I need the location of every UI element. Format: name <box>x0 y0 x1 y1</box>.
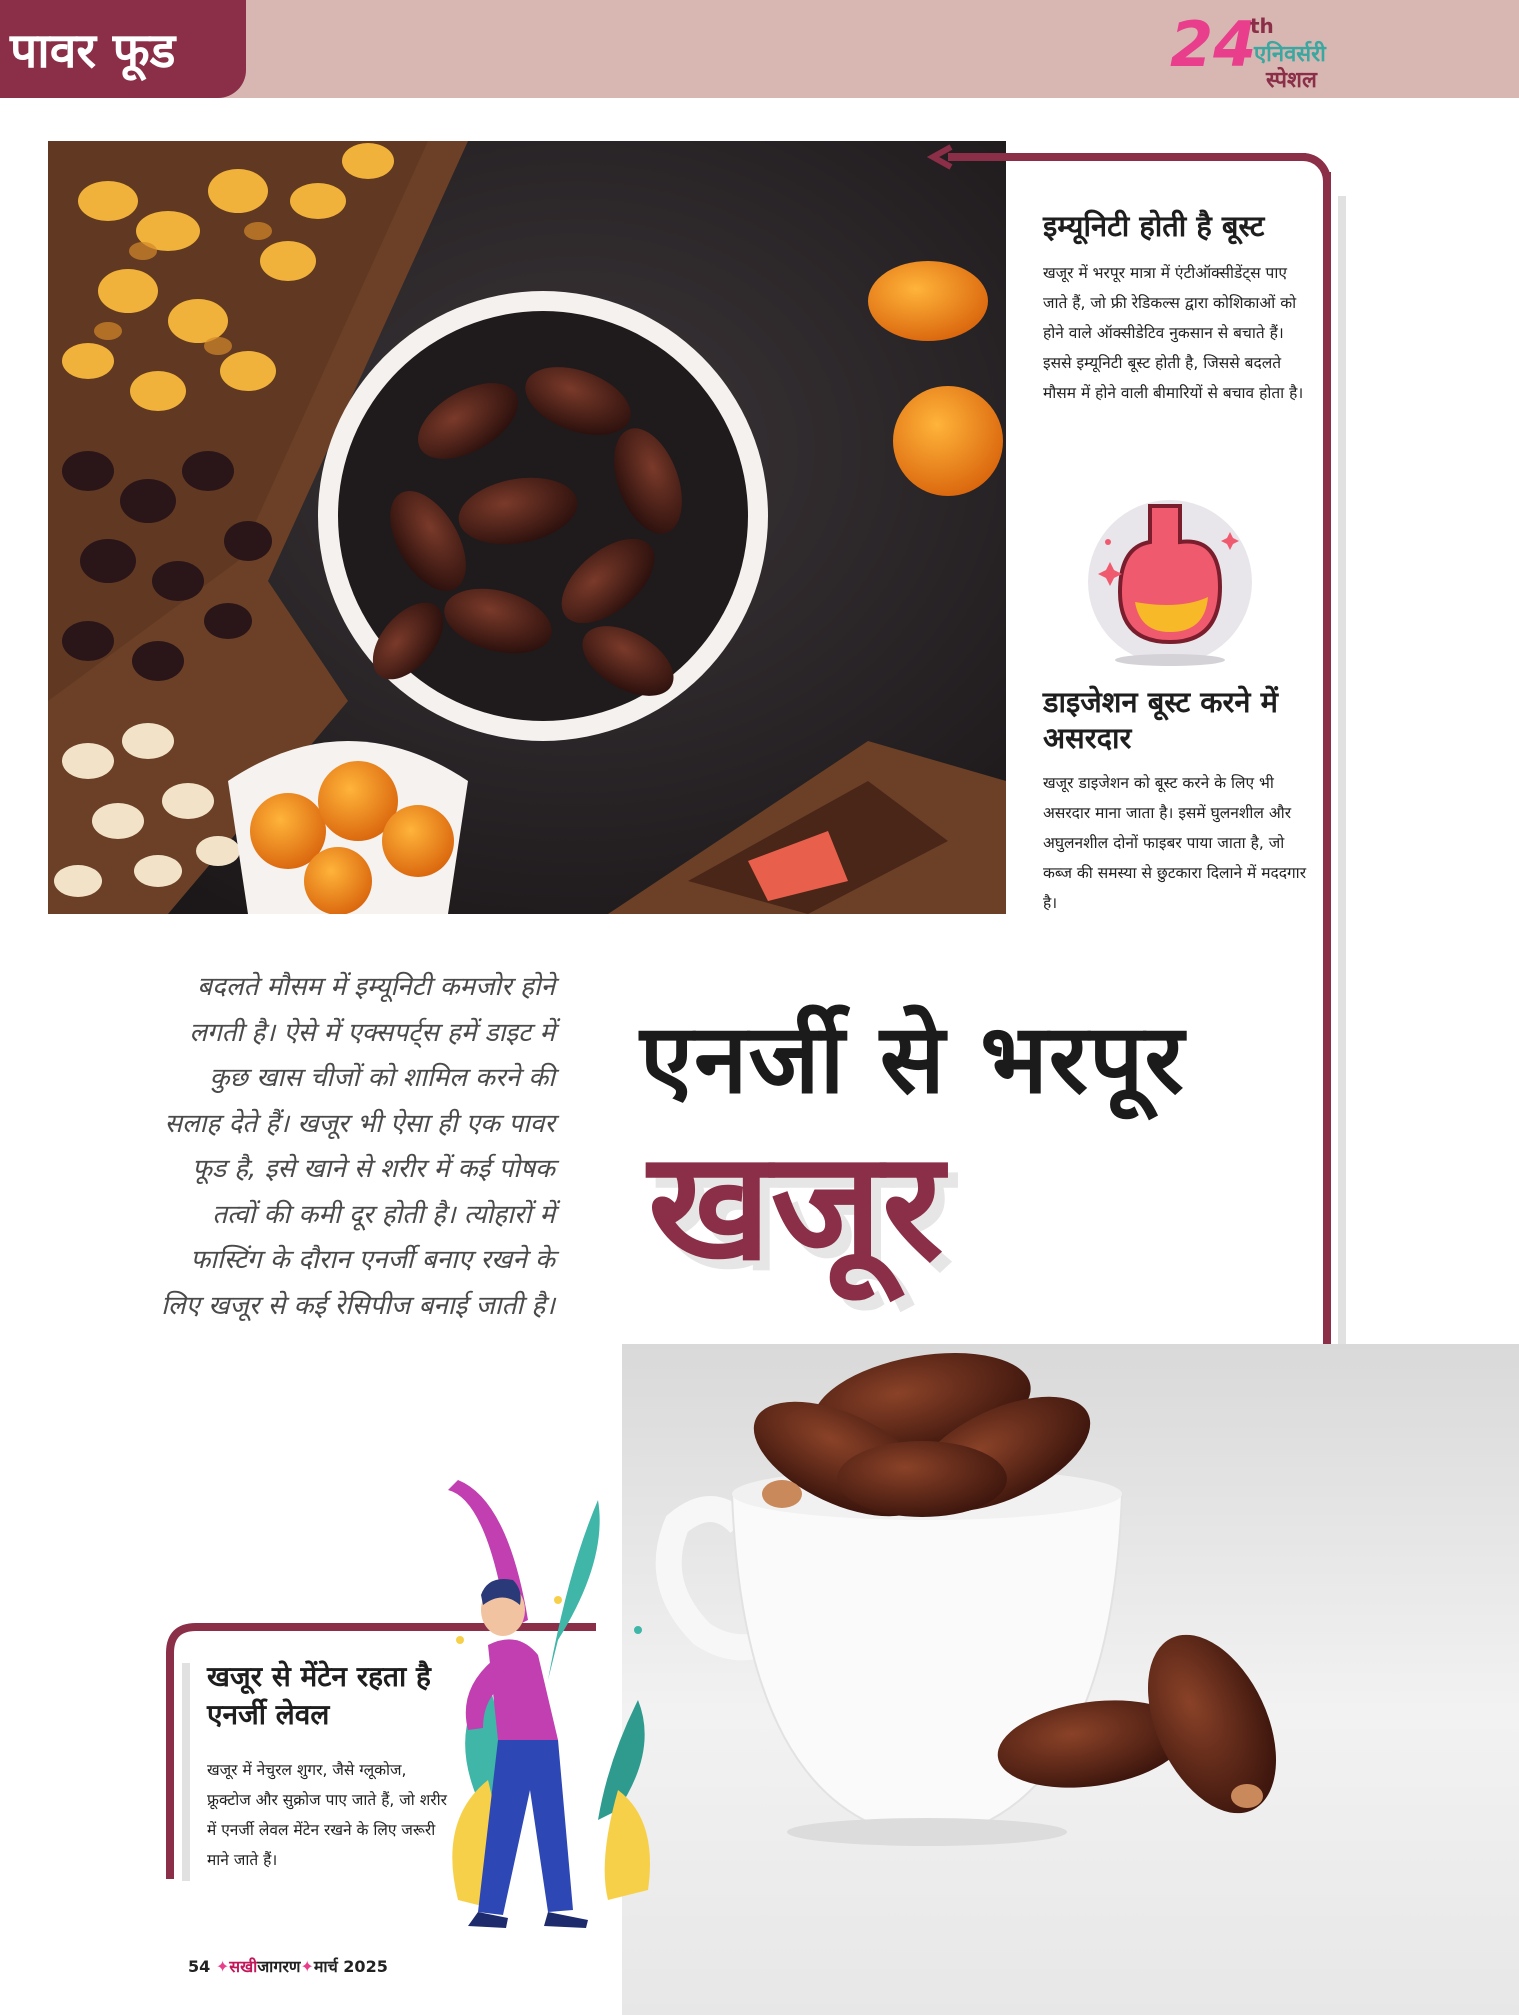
connector-shadow <box>1338 196 1346 1391</box>
page-number: 54 <box>188 1957 211 1976</box>
anniversary-line2: स्पेशल <box>1266 68 1317 93</box>
digestion-body: खजूर डाइजेशन को बूस्ट करने के लिए भी असरदार माना जाता है। इसमें घुलनशील और अघुलनशील दोनों फाइबर पाया जाता है, जो कब्ज की समस्या से छुटकारा दिलाने में मददगार है। <box>1043 774 1307 912</box>
section-tab <box>0 0 246 98</box>
star-separator-icon: ✦ <box>215 1957 230 1976</box>
page-footer <box>188 1955 388 1977</box>
connector-line-top <box>948 153 1306 161</box>
anniversary-number: 24 <box>1170 8 1257 81</box>
dried-fruits-illustration <box>48 141 1006 914</box>
dates-cup-photo <box>622 1344 1519 2015</box>
dried-fruits-photo <box>48 141 1006 914</box>
anniversary-badge <box>1170 8 1370 93</box>
immunity-title: इम्यूनिटी होती है बूस्ट <box>1043 209 1265 243</box>
intro-paragraph: बदलते मौसम में इम्यूनिटी कमजोर होने लगती है। ऐसे में एक्सपर्ट्स हमें डाइट में कुछ खास चीजों को शामिल करने की सलाह देते हैं। खजूर भी ऐसा ही एक पावर फूड है, इसे खाने से शरीर में कई पोषक तत्वों की कमी दूर होती है। त्योहारों में फास्टिंग के दौरान एनर्जी बनाए रखने के लिए खजूर से कई रेसिपीज बनाई जाती है। <box>161 972 555 1321</box>
connector-line-vertical <box>1323 172 1331 1402</box>
arrow-left-icon <box>925 143 953 171</box>
anniversary-line1: एनिवर्सरी <box>1254 42 1326 67</box>
energy-title: खजूर से मेंटेन रहता है एनर्जी लेवल <box>207 1660 431 1731</box>
headline-line2: खजूर <box>648 1120 944 1294</box>
star-separator-icon: ✦ <box>300 1957 314 1976</box>
anniversary-suffix: th <box>1250 14 1274 38</box>
stretching-person-illustration <box>448 1480 658 1935</box>
section-label: पावर फूड <box>10 22 176 79</box>
headline-line1: एनर्जी से भरपूर <box>640 1003 1185 1115</box>
brand-part-b: जागरण <box>257 1957 301 1976</box>
issue-date: मार्च 2025 <box>313 1957 388 1976</box>
dates-cup-illustration <box>622 1344 1519 2015</box>
immunity-body: खजूर में भरपूर मात्रा में एंटीऑक्सीडेंट्स पाए जाते हैं, जो फ्री रेडिकल्स द्वारा कोशिकाओं को होने वाले ऑक्सीडेटिव नुकसान से बचाते हैं। इससे इम्यूनिटी बूस्ट होती है, जिससे बदलते मौसम में होने वाली बीमारियों से बचाव होता है। <box>1043 264 1304 402</box>
stomach-icon <box>1080 492 1255 672</box>
digestion-title: डाइजेशन बूस्ट करने में असरदार <box>1043 685 1278 755</box>
brand-part-a: सखी <box>229 1957 258 1976</box>
energy-body: खजूर में नेचुरल शुगर, जैसे ग्लूकोज, फ्रूक्टोज और सुक्रोज पाए जाते हैं, जो शरीर में एनर्जी लेवल मेंटेन रखने के लिए जरूरी माने जाते हैं। <box>207 1761 447 1869</box>
